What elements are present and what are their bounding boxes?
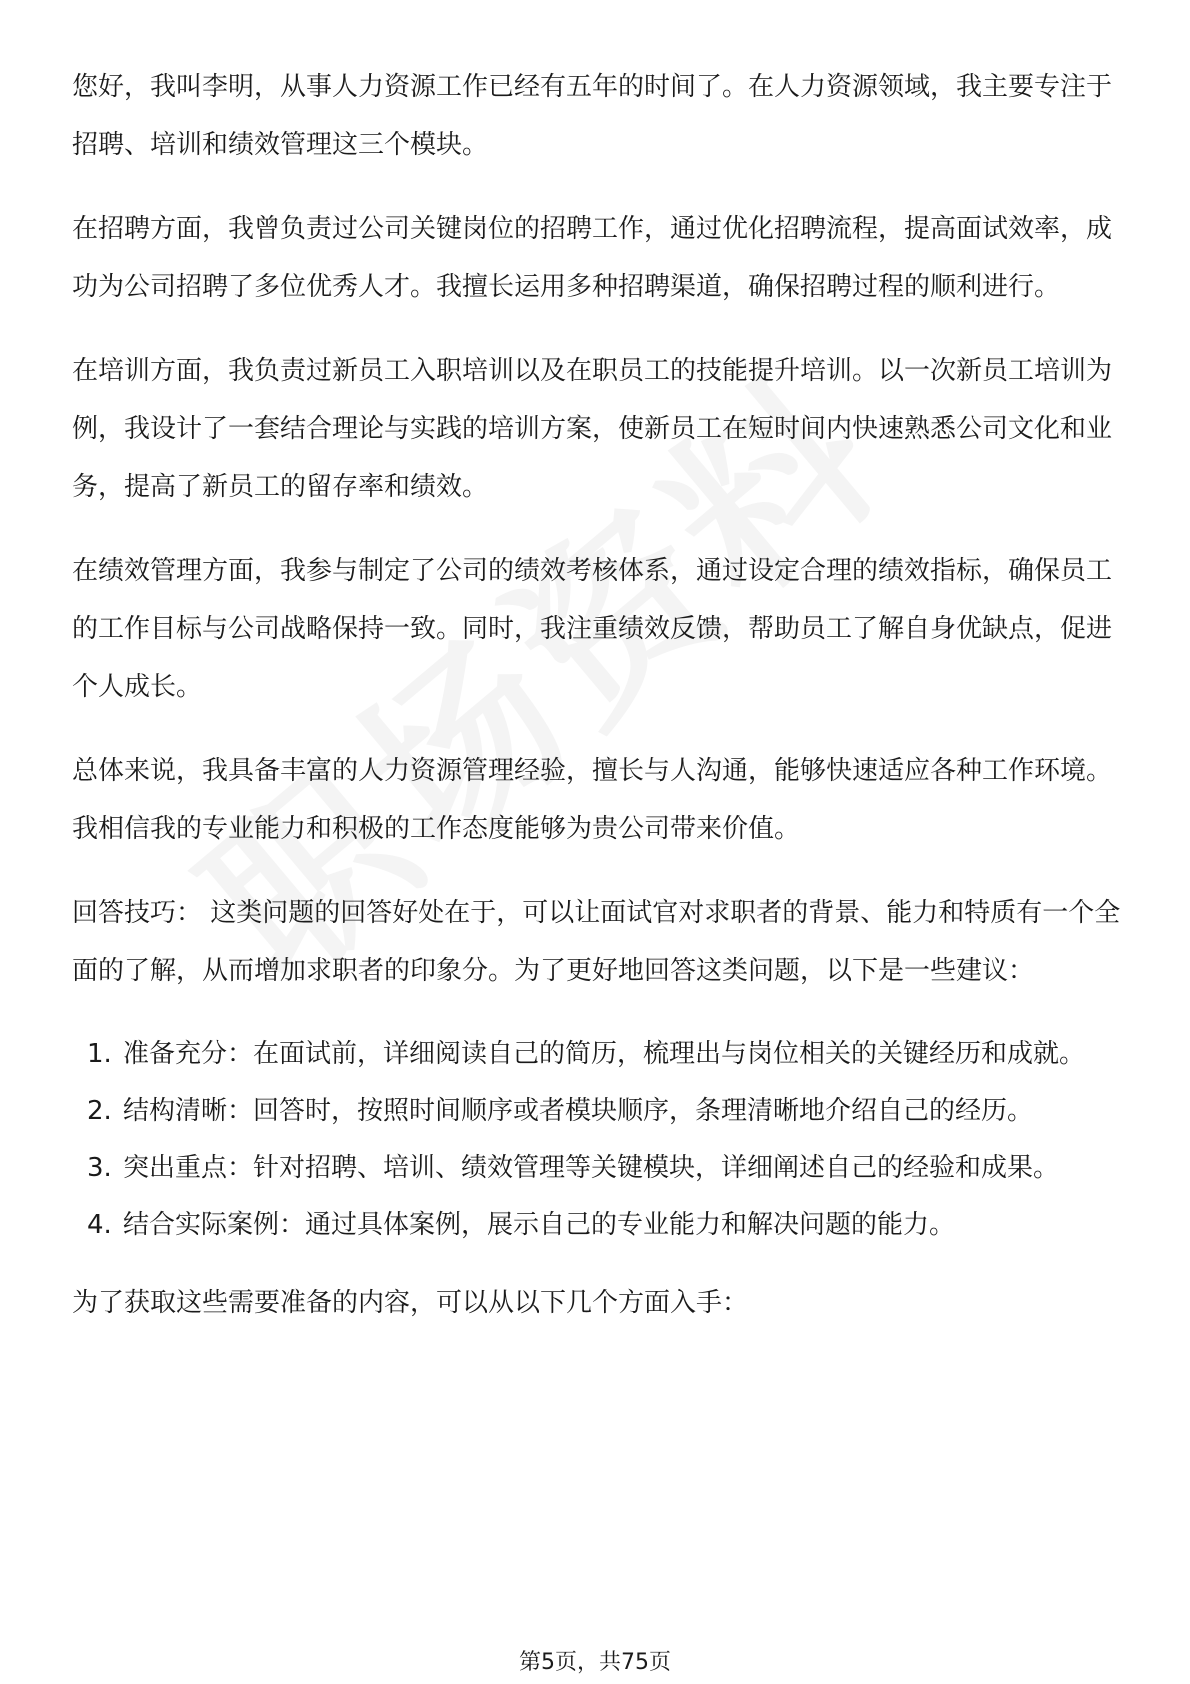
tips-list (72, 1026, 1122, 1254)
training-paragraph: 在培训方面，我负责过新员工入职培训以及在职员工的技能提升培训。以一次新员工培训为例，我设计了一套结合理论与实践的培训方案，使新员工在短时间内快速熟悉公司文化和业务，提高了新员工的留存率和绩效。 (72, 356, 1113, 502)
page-number: 第5页，共75页 (519, 1650, 671, 1675)
list-item-text: 突出重点：针对招聘、培训、绩效管理等关键模块，详细阐述自己的经验和成果。 (123, 1153, 1060, 1183)
list-item (72, 1026, 1122, 1083)
recruiting-paragraph: 在招聘方面，我曾负责过公司关键岗位的招聘工作，通过优化招聘流程，提高面试效率，成功为公司招聘了多位优秀人才。我擅长运用多种招聘渠道，确保招聘过程的顺利进行。 (72, 214, 1113, 302)
summary-paragraph: 总体来说，我具备丰富的人力资源管理经验，擅长与人沟通，能够快速适应各种工作环境。我相信我的专业能力和积极的工作态度能够为贵公司带来价值。 (72, 756, 1113, 844)
list-item-number: 2. (87, 1096, 112, 1126)
list-item-text: 结合实际案例：通过具体案例，展示自己的专业能力和解决问题的能力。 (123, 1210, 956, 1240)
list-item (72, 1197, 1122, 1254)
list-item-text: 结构清晰：回答时，按照时间顺序或者模块顺序，条理清晰地介绍自己的经历。 (123, 1096, 1034, 1126)
list-item-number: 4. (87, 1210, 112, 1240)
performance-paragraph: 在绩效管理方面，我参与制定了公司的绩效考核体系，通过设定合理的绩效指标，确保员工的工作目标与公司战略保持一致。同时，我注重绩效反馈，帮助员工了解自身优缺点，促进个人成长。 (72, 556, 1113, 702)
tips-intro-paragraph: 回答技巧： 这类问题的回答好处在于，可以让面试官对求职者的背景、能力和特质有一个全面的了解，从而增加求职者的印象分。为了更好地回答这类问题，以下是一些建议： (72, 898, 1121, 986)
closing-paragraph: 为了获取这些需要准备的内容，可以从以下几个方面入手： (72, 1288, 749, 1318)
list-item-number: 3. (87, 1153, 112, 1183)
document-body (72, 58, 1122, 1358)
list-item-text: 准备充分：在面试前，详细阅读自己的简历，梳理出与岗位相关的关键经历和成就。 (123, 1039, 1086, 1069)
list-item (72, 1140, 1122, 1197)
list-item-number: 1. (87, 1039, 112, 1069)
list-item (72, 1083, 1122, 1140)
intro-paragraph: 您好，我叫李明，从事人力资源工作已经有五年的时间了。在人力资源领域，我主要专注于招聘、培训和绩效管理这三个模块。 (72, 72, 1113, 160)
